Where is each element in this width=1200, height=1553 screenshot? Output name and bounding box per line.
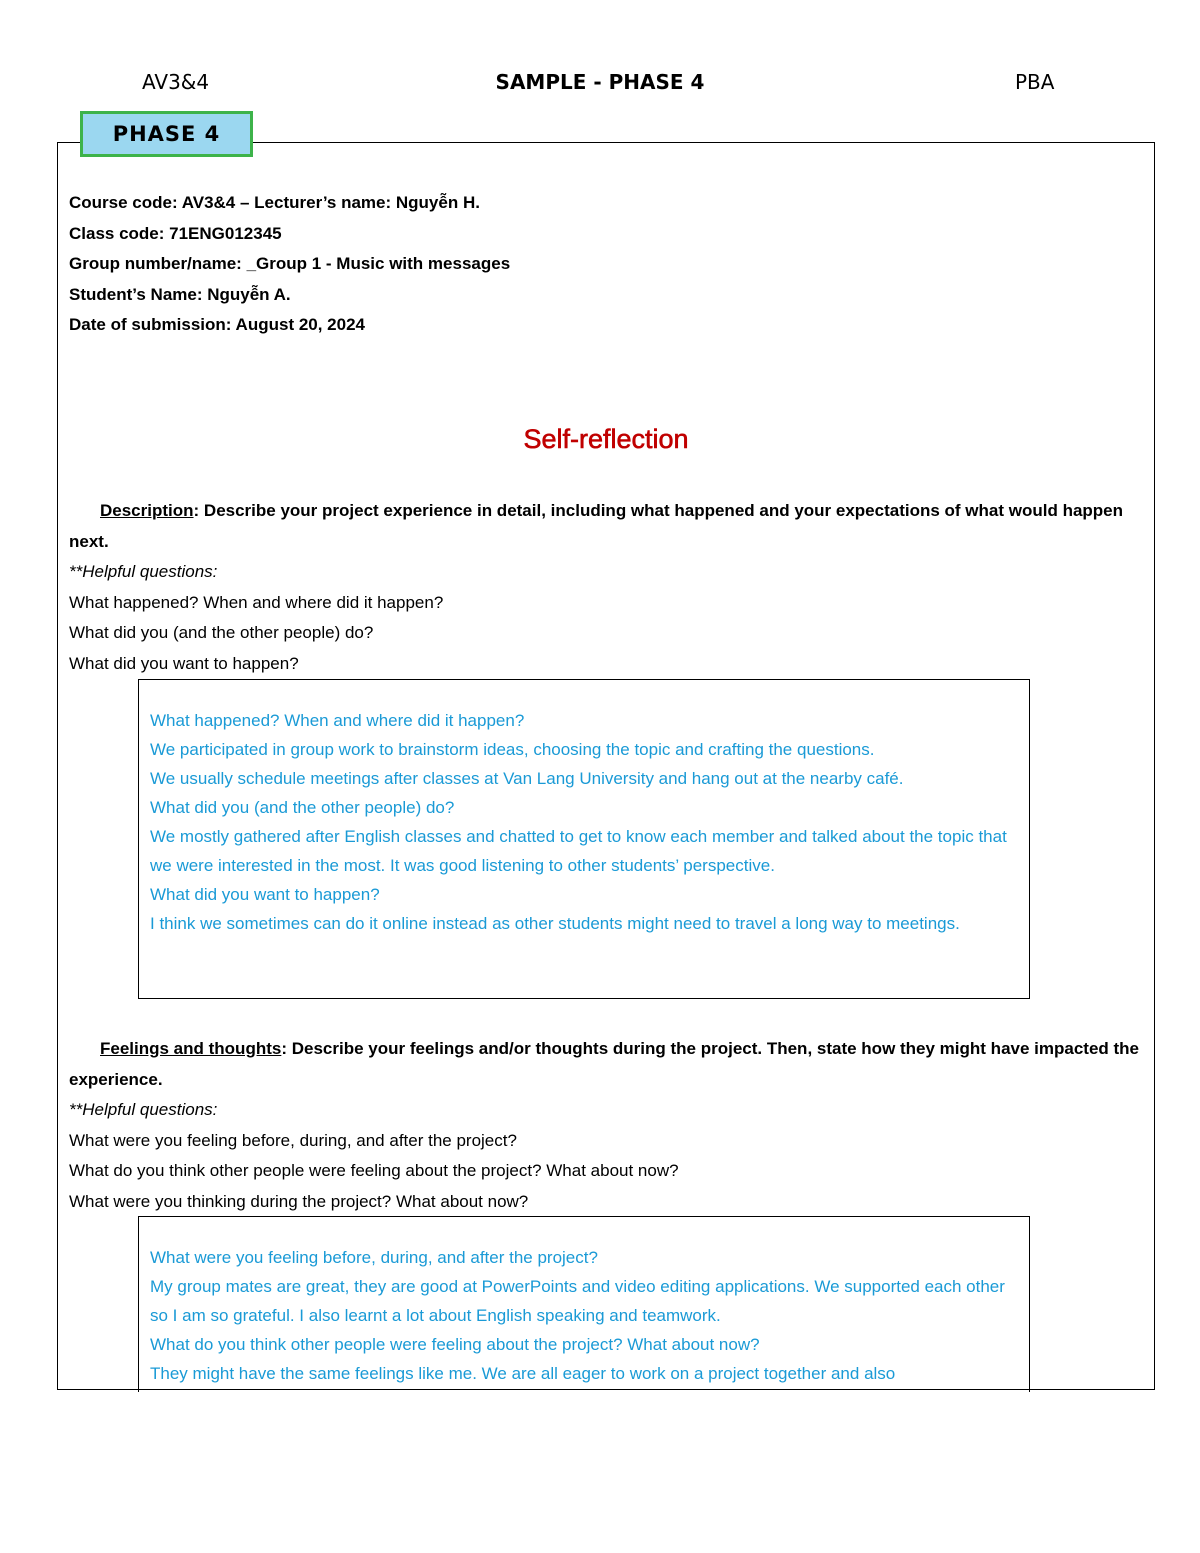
header-pba: PBA xyxy=(1015,70,1055,94)
info-block xyxy=(69,188,510,341)
description-question: What did you want to happen? xyxy=(69,653,299,673)
feelings-prompt: : Describe your feelings and/or thoughts during the project. Then, state how they might have impacted the experience. xyxy=(69,1039,1140,1089)
feelings-question: What were you feeling before, during, and after the project? xyxy=(69,1130,517,1150)
feelings-answer-box[interactable] xyxy=(138,1216,1030,1392)
feelings-label: Feelings and thoughts xyxy=(100,1039,282,1058)
answer-line: They might have the same feelings like me. We are all eager to work on a project together and also xyxy=(150,1364,896,1383)
description-answer-box[interactable] xyxy=(138,679,1030,999)
header-title: SAMPLE - PHASE 4 xyxy=(495,70,705,94)
answer-line: What do you think other people were feeling about the project? What about now? xyxy=(150,1335,760,1354)
answer-line: What did you want to happen? xyxy=(150,885,380,904)
class-line: Class code: 71ENG012345 xyxy=(69,223,282,243)
description-heading xyxy=(69,495,1139,557)
description-label: Description xyxy=(100,501,194,520)
group-line: Group number/name: _Group 1 - Music with messages xyxy=(69,254,511,273)
answer-line: We usually schedule meetings after classes at Van Lang University and hang out at the nearby café. xyxy=(150,769,904,788)
description-prompt: : Describe your project experience in detail, including what happened and your expectations of what would happen next. xyxy=(69,501,1124,551)
header-course: AV3&4 xyxy=(142,70,210,94)
feelings-question: What do you think other people were feeling about the project? What about now? xyxy=(69,1161,679,1180)
answer-line: What happened? When and where did it happen? xyxy=(150,711,525,730)
description-helpful: **Helpful questions: xyxy=(69,562,218,581)
feelings-heading xyxy=(69,1033,1139,1095)
student-line: Student’s Name: Nguyễn A. xyxy=(69,284,291,304)
course-line: Course code: AV3&4 – Lecturer’s name: Nguyễn H. xyxy=(69,193,480,212)
description-section xyxy=(69,495,1139,679)
answer-line: What were you feeling before, during, and after the project? xyxy=(150,1248,598,1267)
answer-line: I think we sometimes can do it online instead as other students might need to travel a long way to meetings. xyxy=(150,914,960,933)
answer-line: We participated in group work to brainstorm ideas, choosing the topic and crafting the questions. xyxy=(150,740,875,759)
page-title: Self-reflection xyxy=(523,424,689,454)
date-line: Date of submission: August 20, 2024 xyxy=(69,315,365,334)
description-question: What happened? When and where did it happen? xyxy=(69,592,444,612)
description-question: What did you (and the other people) do? xyxy=(69,623,374,642)
phase-badge: PHASE 4 xyxy=(80,111,253,157)
feelings-helpful: **Helpful questions: xyxy=(69,1100,218,1119)
answer-line: What did you (and the other people) do? xyxy=(150,798,455,817)
answer-line: We mostly gathered after English classes and chatted to get to know each member and talked about the topic that we were interested in the most. It was good listening to other students’ perspective. xyxy=(150,827,1007,875)
feelings-question: What were you thinking during the project? What about now? xyxy=(69,1191,529,1211)
answer-line: My group mates are great, they are good at PowerPoints and video editing applications. We supported each other so I am so grateful. I also learnt a lot about English speaking and teamwork. xyxy=(150,1277,1005,1325)
feelings-section xyxy=(69,1033,1139,1217)
